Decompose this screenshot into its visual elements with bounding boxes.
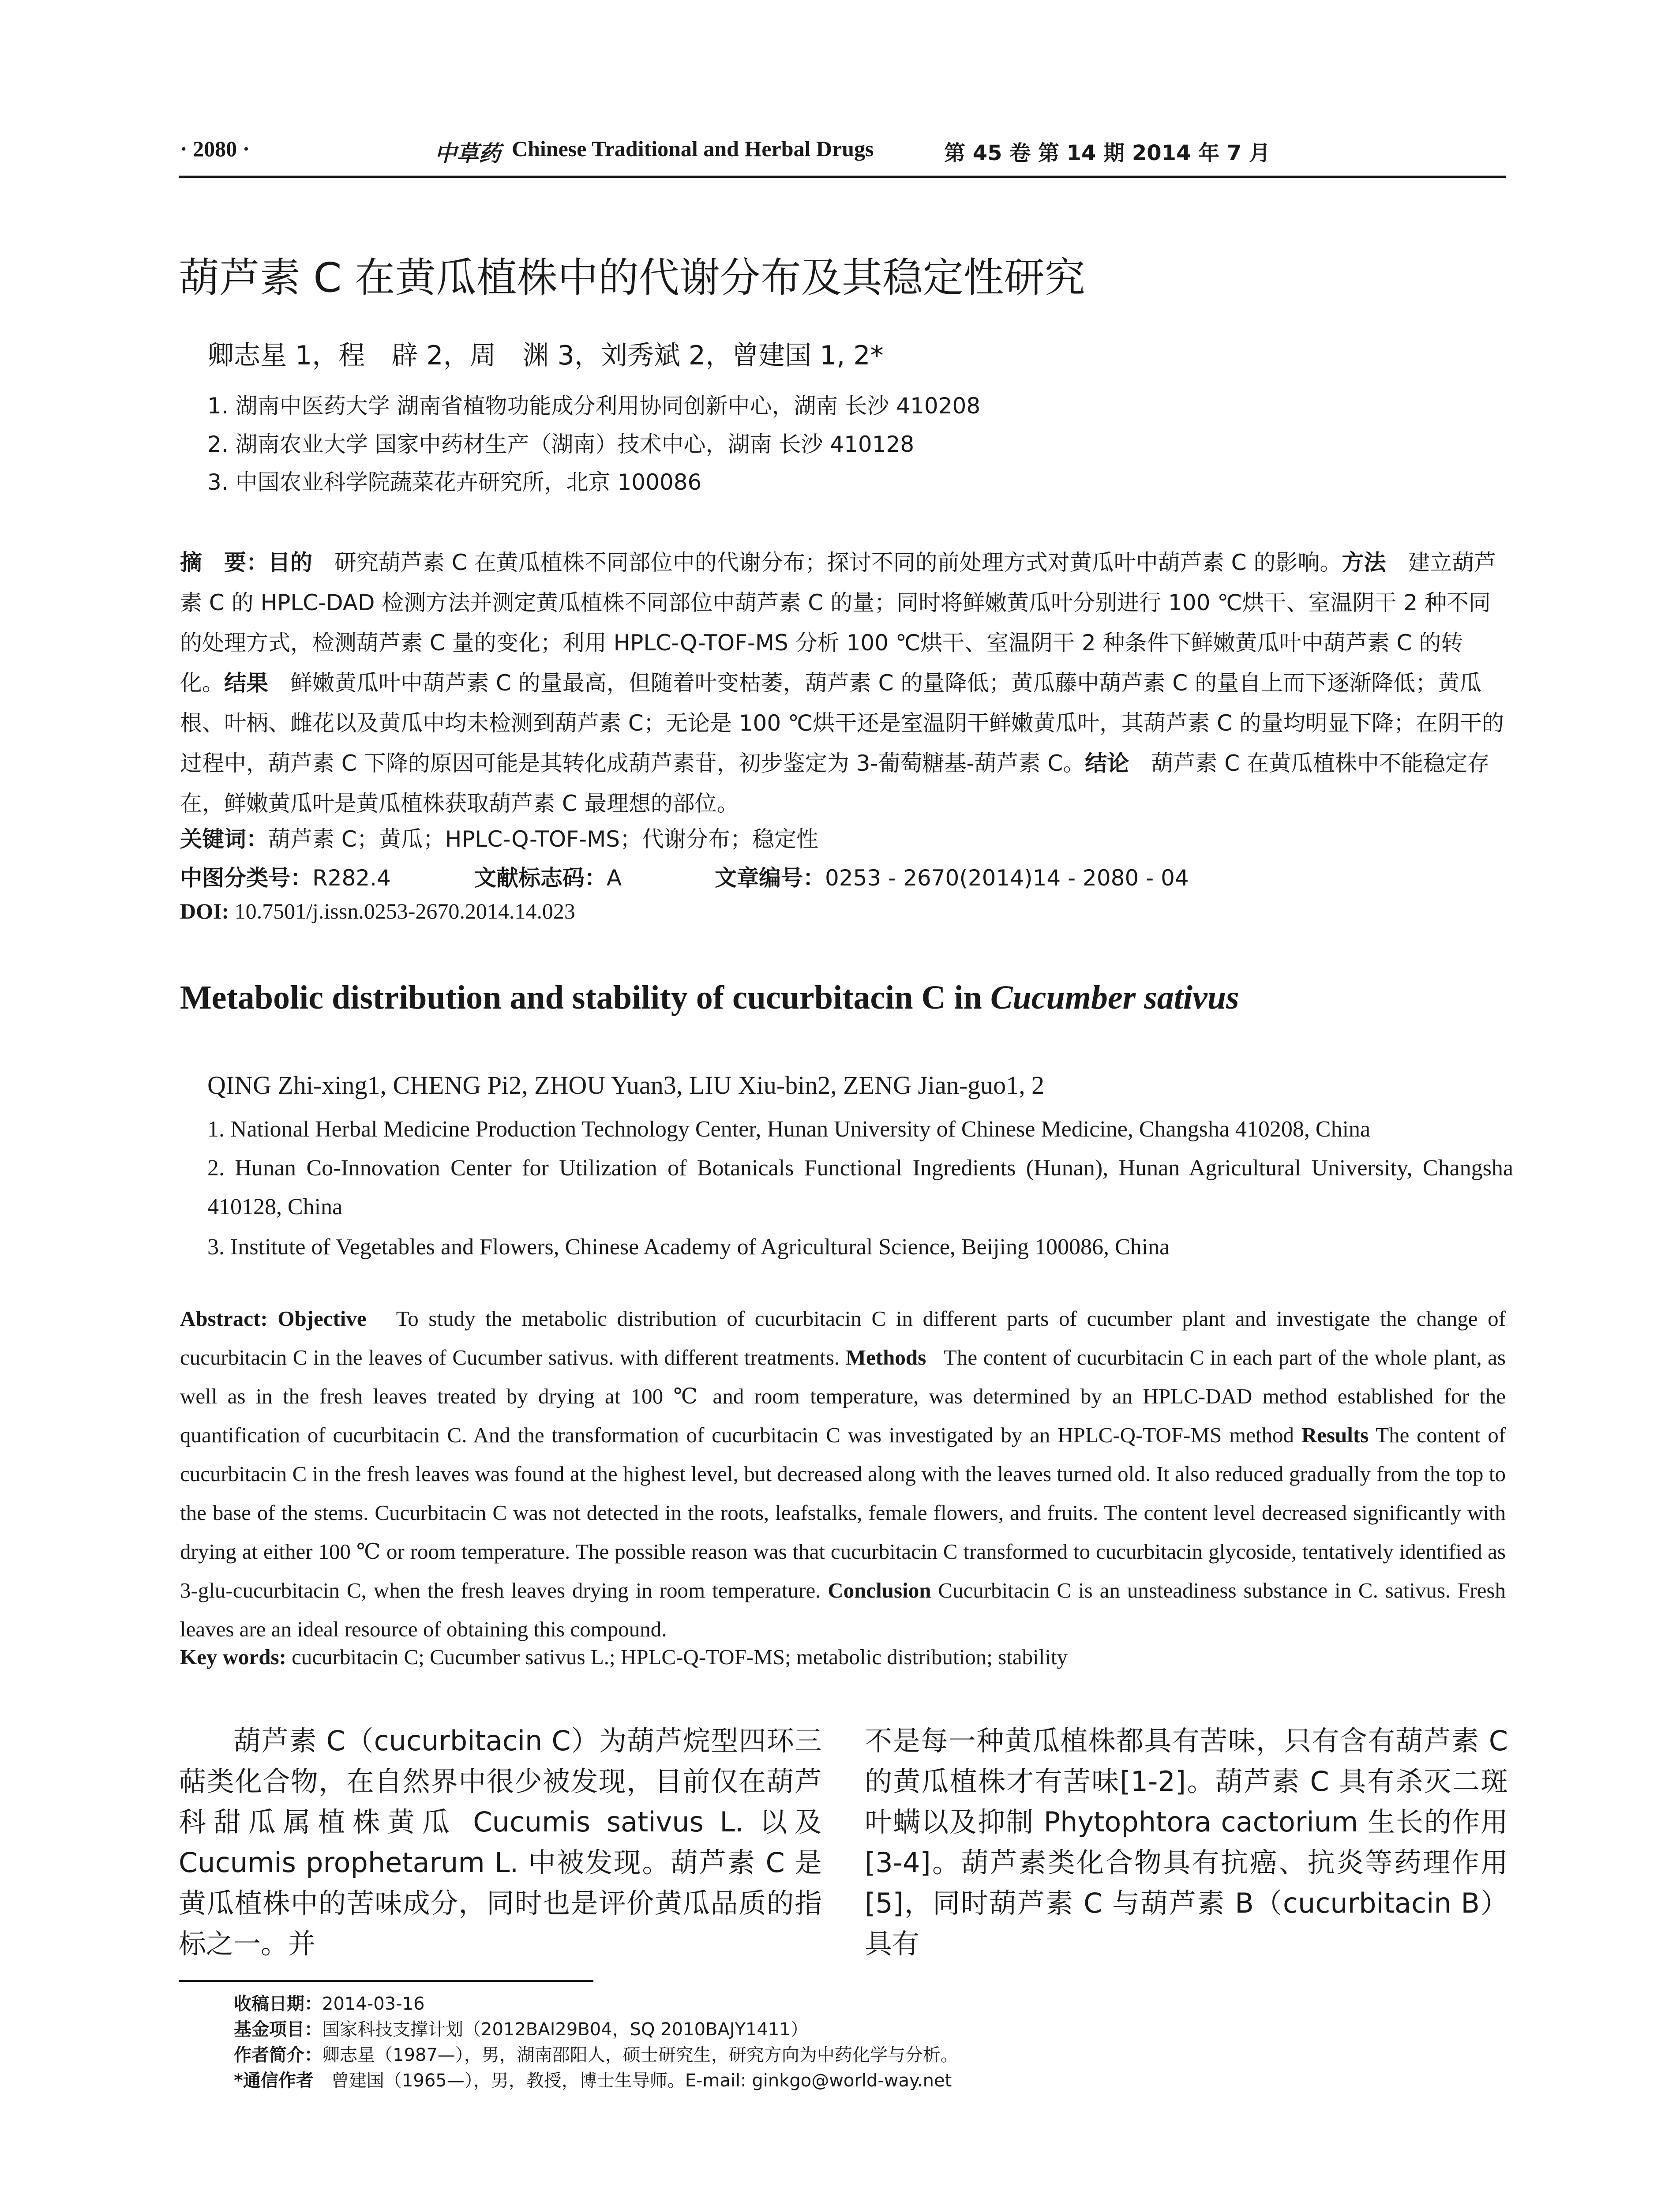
- english-affiliation-1: 1. National Herbal Medicine Production Technology Center, Hunan University of Chinese Medicine, Changsha 410208, China: [207, 1117, 1371, 1142]
- english-keywords-label: Key words:: [180, 1645, 286, 1669]
- english-methods-label: Methods: [845, 1345, 926, 1369]
- english-keywords-text: cucurbitacin C; Cucumber sativus L.; HPLC-Q-TOF-MS; metabolic distribution; stability: [292, 1645, 1068, 1669]
- chinese-abstract-label: 摘 要：: [180, 550, 268, 575]
- english-objective-label: Objective: [278, 1306, 367, 1331]
- chinese-methods-label: 方法: [1342, 550, 1386, 575]
- article-number: [715, 860, 1189, 892]
- english-abstract-label: Abstract:: [180, 1306, 268, 1331]
- english-title-text: Metabolic distribution and stability of cucurbitacin C in: [180, 979, 990, 1016]
- clc-number: [180, 860, 391, 892]
- chinese-results-label: 结果: [224, 670, 268, 696]
- document-code-label: 文献标志码：: [474, 865, 607, 891]
- footnote-author-value: 卿志星（1987—），男，湖南邵阳人，硕士研究生，研究方向为中药化学与分析。: [322, 2045, 958, 2065]
- footnote-author: [234, 2041, 958, 2066]
- footnote-received-label: 收稿日期：: [234, 1994, 322, 2014]
- chinese-affiliation-1: 1. 湖南中医药大学 湖南省植物功能成分利用协同创新中心，湖南 长沙 410208: [207, 393, 981, 419]
- english-objective: To study the metabolic distribution of cucurbitacin C in different parts of cucumber plant and investigate the change of cucurbitacin C in the leaves of Cucumber sativus. with different treatments.: [180, 1306, 1506, 1369]
- chinese-keywords-label: 关键词：: [180, 826, 268, 852]
- english-results-label: Results: [1301, 1423, 1369, 1447]
- english-abstract: [180, 1299, 1506, 1649]
- footnote-corresponding: [234, 2067, 952, 2092]
- english-affiliation-3: 3. Institute of Vegetables and Flowers, Chinese Academy of Agricultural Science, Beijing 100086, China: [207, 1234, 1170, 1260]
- chinese-title: 葫芦素 C 在黄瓜植株中的代谢分布及其稳定性研究: [179, 254, 1085, 301]
- footnote-fund: [234, 2015, 808, 2041]
- doi-value: 10.7501/j.issn.0253-2670.2014.14.023: [234, 899, 575, 923]
- english-title: [180, 979, 1239, 1017]
- footnote-received: [234, 1990, 424, 2015]
- article-number-label: 文章编号：: [715, 865, 825, 891]
- chinese-abstract: [180, 543, 1506, 824]
- chinese-affiliation-2: 2. 湖南农业大学 国家中药材生产（湖南）技术中心，湖南 长沙 410128: [207, 431, 915, 457]
- page-number: · 2080 ·: [180, 136, 250, 161]
- chinese-conclusion-label: 结论: [1085, 750, 1129, 776]
- english-keywords: [180, 1638, 1506, 1677]
- footnote-fund-label: 基金项目：: [234, 2019, 322, 2040]
- footnote-fund-value: 国家科技支撑计划（2012BAI29B04，SQ 2010BAJY1411）: [322, 2019, 808, 2040]
- document-code-value: A: [607, 865, 622, 891]
- english-results: The content of cucurbitacin C in the fresh leaves was found at the highest level, but decreased along with the leaves turned old. It also reduced gradually from the top to the base of the stems. Cucurbitacin C was not detected in the roots, leafstalks, female flowers, and fruits. The content level decreased significantly with drying at either 100 ℃ or room temperature. The possible reason was that cucurbitacin C transformed to cucurbitacin glycoside, tentatively identified as 3-glu-cucurbitacin C, when the fresh leaves drying in room temperature.: [180, 1423, 1506, 1602]
- journal-name-cn: 中草药: [435, 140, 501, 166]
- chinese-authors: 卿志星 1，程 辟 2，周 渊 3，刘秀斌 2，曾建国 1, 2*: [207, 340, 884, 371]
- journal-name-en: Chinese Traditional and Herbal Drugs: [512, 136, 874, 161]
- chinese-methods: 建立葫芦素 C 的 HPLC-DAD 检测方法并测定黄瓜植株不同部位中葫芦素 C 的量；同时将鲜嫩黄瓜叶分别进行 100 ℃烘干、室温阴干 2 种不同的处理方式，检测葫芦素 C 量的变化；利用 HPLC-Q-TOF-MS 分析 100 ℃烘干、室温阴干 2 种条件下鲜嫩黄瓜叶中葫芦素 C 的转化。: [180, 550, 1496, 696]
- document-code: [474, 860, 622, 892]
- english-conclusion-label: Conclusion: [828, 1578, 931, 1602]
- doi: [180, 898, 575, 924]
- footnote-corresponding-value: 曾建国（1965—），男，教授，博士生导师。E-mail: ginkgo@world-way.net: [331, 2071, 952, 2091]
- chinese-results: 鲜嫩黄瓜叶中葫芦素 C 的量最高，但随着叶变枯萎，葫芦素 C 的量降低；黄瓜藤中葫芦素 C 的量自上而下逐渐降低；黄瓜根、叶柄、雌花以及黄瓜中均未检测到葫芦素 C；无论是 100 ℃烘干还是室温阴干鲜嫩黄瓜叶，其葫芦素 C 的量均明显下降；在阴干的过程中，葫芦素 C 下降的原因可能是其转化成葫芦素苷，初步鉴定为 3-葡萄糖基-葫芦素 C。: [180, 670, 1504, 776]
- english-methods: The content of cucurbitacin C in each part of the whole plant, as well as in the fresh leaves treated by drying at 100 ℃ and room temperature, was determined by an HPLC-DAD method established for the quantification of cucurbitacin C. And the transformation of cucurbitacin C was investigated by an HPLC-Q-TOF-MS method: [180, 1345, 1506, 1447]
- body-column-left: 葫芦素 C（cucurbitacin C）为葫芦烷型四环三萜类化合物，在自然界中很少被发现，目前仅在葫芦科甜瓜属植株黄瓜 Cucumis sativus L. 以及 Cucumis prophetarum L. 中被发现。葫芦素 C 是黄瓜植株中的苦味成分，同时也是评价黄瓜品质的指标之一。并: [179, 1725, 822, 1960]
- chinese-objective: 研究葫芦素 C 在黄瓜植株不同部位中的代谢分布；探讨不同的前处理方式对黄瓜叶中葫芦素 C 的影响。: [334, 550, 1342, 575]
- english-title-species: Cucumber sativus: [990, 979, 1239, 1016]
- english-authors: QING Zhi-xing1, CHENG Pi2, ZHOU Yuan3, LIU Xiu-bin2, ZENG Jian-guo1, 2: [207, 1071, 1045, 1099]
- chinese-keywords: [180, 822, 818, 853]
- doi-label: DOI:: [180, 899, 229, 923]
- footnote-author-label: 作者简介：: [234, 2045, 322, 2065]
- chinese-conclusion: 葫芦素 C 在黄瓜植株中不能稳定存在，鲜嫩黄瓜叶是黄瓜植株获取葫芦素 C 最理想的部位。: [180, 750, 1489, 816]
- body-column-right: 不是每一种黄瓜植株都具有苦味，只有含有葫芦素 C 的黄瓜植株才有苦味[1-2]。葫芦素 C 具有杀灭二斑叶螨以及抑制 Phytophtora cactorium 生长的作用[3-4]。葫芦素类化合物具有抗癌、抗炎等药理作用[5]，同时葫芦素 C 与葫芦素 B（cucurbitacin B）具有: [865, 1725, 1508, 1960]
- chinese-keywords-text: 葫芦素 C；黄瓜；HPLC-Q-TOF-MS；代谢分布；稳定性: [268, 826, 818, 852]
- clc-value: R282.4: [312, 865, 391, 891]
- article-number-value: 0253 - 2670(2014)14 - 2080 - 04: [825, 865, 1189, 891]
- journal-issue: 第 45 卷 第 14 期 2014 年 7 月: [944, 141, 1270, 165]
- clc-label: 中图分类号：: [180, 865, 312, 891]
- english-affiliation-2: 2. Hunan Co-Innovation Center for Utilization of Botanicals Functional Ingredients (Hunan), Hunan Agricultural University, Changsha 410128, China: [207, 1156, 1513, 1219]
- chinese-affiliation-3: 3. 中国农业科学院蔬菜花卉研究所，北京 100086: [207, 469, 702, 495]
- header-rule: [179, 176, 1506, 178]
- footnote-received-value: 2014-03-16: [322, 1994, 425, 2014]
- footnote-corresponding-label: *通信作者: [234, 2071, 314, 2091]
- footnote-rule: [179, 1980, 593, 1982]
- chinese-objective-label: 目的: [268, 550, 312, 575]
- english-conclusion: Cucurbitacin C is an unsteadiness substance in C. sativus. Fresh leaves are an ideal resource of obtaining this compound.: [180, 1578, 1506, 1641]
